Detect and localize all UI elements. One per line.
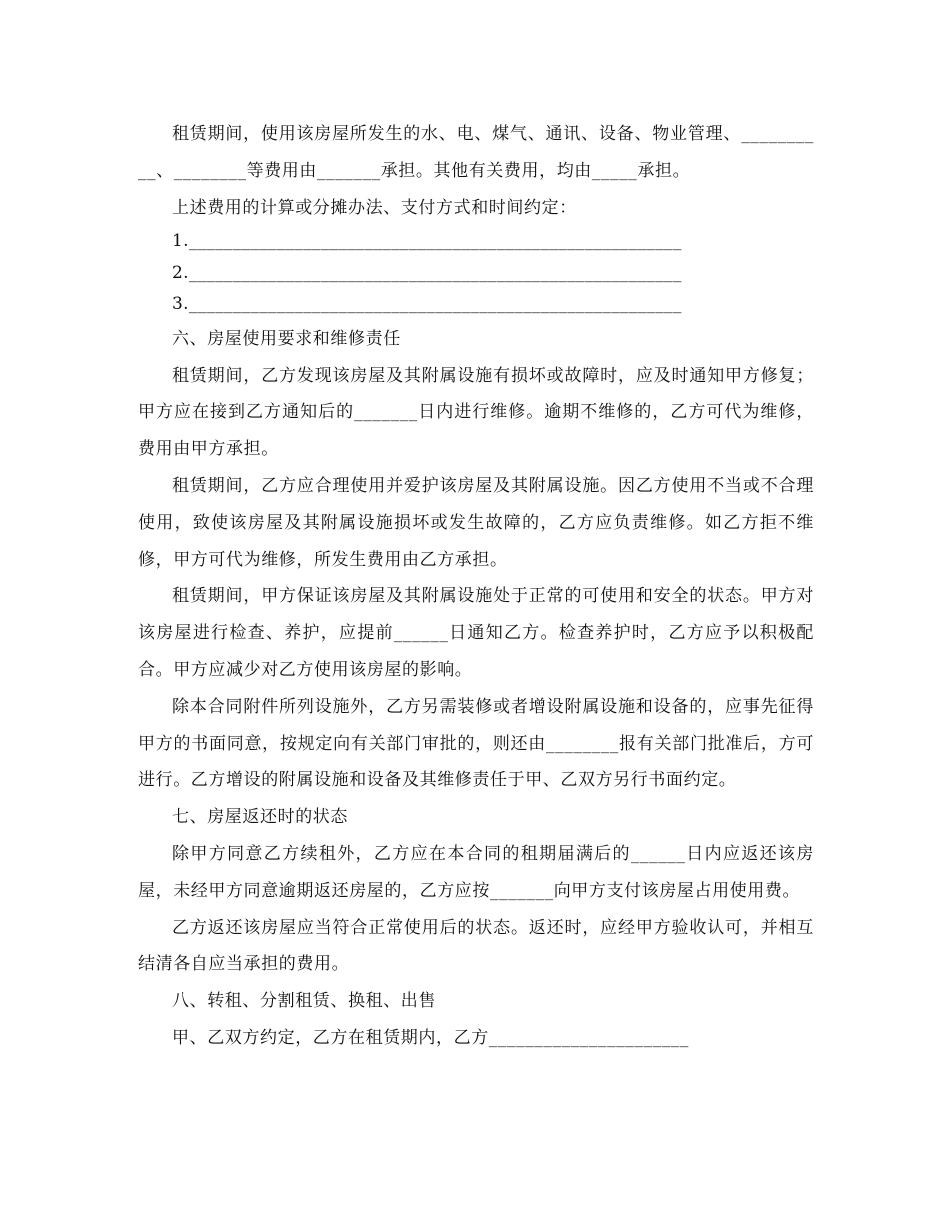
list-item: 3.________________________________________________________ (172, 294, 682, 315)
paragraph-sublease: 甲、乙双方约定，乙方在租赁期内，乙方______________________ (172, 1028, 689, 1049)
section-heading-6: 六、房屋使用要求和维修责任 (172, 328, 401, 349)
section-heading-8: 八、转租、分割租赁、换租、出售 (172, 991, 436, 1012)
paragraph-landlord-guarantee: 租赁期间，甲方保证该房屋及其附属设施处于正常的可使用和安全的状态。甲方对该房屋进行检查、养护，应提前______日通知乙方。检查养护时，乙方应予以积极配合。甲方应减少对乙方使用该房屋的影响。 (138, 586, 814, 681)
paragraph-fee-calculation: 上述费用的计算或分摊办法、支付方式和时间约定： (172, 197, 577, 218)
paragraph-proper-use: 租赁期间，乙方应合理使用并爱护该房屋及其附属设施。因乙方使用不当或不合理使用，致使该房屋及其附属设施损坏或发生故障的，乙方应负责维修。如乙方拒不维修，甲方可代为维修，所发生费用由乙方承担。 (138, 476, 814, 570)
paragraph-return-condition: 乙方返还该房屋应当符合正常使用后的状态。返还时，应经甲方验收认可，并相互结清各自应当承担的费用。 (138, 917, 814, 975)
list-item: 2.________________________________________________________ (172, 262, 682, 283)
section-heading-7: 七、房屋返还时的状态 (172, 807, 348, 828)
paragraph-return-deadline: 除甲方同意乙方续租外，乙方应在本合同的租期届满后的______日内应返还该房屋，未经甲方同意逾期返还房屋的，乙方应按_______向甲方支付该房屋占用使用费。 (138, 844, 814, 901)
paragraph-repair-notice: 租赁期间，乙方发现该房屋及其附属设施有损坏或故障时，应及时通知甲方修复；甲方应在接到乙方通知后的_______日内进行维修。逾期不维修的，乙方可代为维修，费用由甲方承担。 (138, 365, 814, 460)
paragraph-fees: 租赁期间，使用该房屋所发生的水、电、煤气、通讯、设备、物业管理、__________、________等费用由_______承担。其他有关费用，均由_____承担。 (138, 124, 814, 181)
list-item: 1.________________________________________________________ (172, 231, 682, 252)
document-page (138, 116, 814, 1057)
paragraph-renovation: 除本合同附件所列设施外，乙方另需装修或者增设附属设施和设备的，应事先征得甲方的书面同意，按规定向有关部门审批的，则还由________报有关部门批准后，方可进行。乙方增设的附属设施和设备及其维修责任于甲、乙双方另行书面约定。 (138, 696, 814, 791)
